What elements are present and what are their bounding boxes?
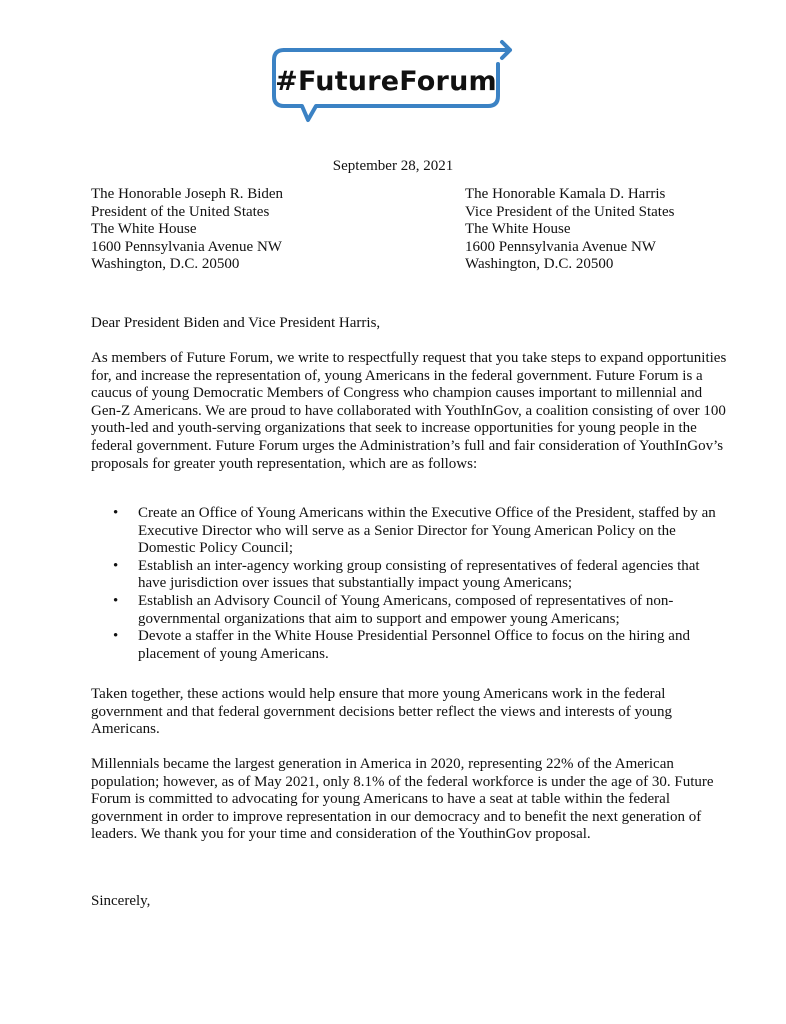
proposal-list: [91, 505, 731, 663]
bullet-icon: •: [113, 505, 119, 521]
list-item-text: Establish an Advisory Council of Young Americans, composed of representatives of non-governmental organizations that aim to support and empower young Americans;: [138, 592, 674, 627]
future-forum-logo: [270, 38, 530, 130]
address-line: Washington, D.C. 20500: [91, 256, 240, 273]
recipient-address-right: [465, 186, 674, 274]
address-line: The Honorable Joseph R. Biden: [91, 186, 284, 202]
list-item: [91, 593, 731, 628]
address-line: The Honorable Kamala D. Harris: [465, 186, 666, 202]
letter-date: September 28, 2021: [332, 158, 454, 174]
bullet-icon: •: [113, 628, 119, 645]
address-line: President of the United States: [91, 203, 270, 220]
list-item: [91, 558, 731, 593]
list-item: [91, 505, 731, 558]
list-item: [91, 628, 731, 663]
list-item-text: Devote a staffer in the White House Presidential Personnel Office to focus on the hiring and placement of young Americans.: [138, 628, 690, 662]
body-paragraph: Taken together, these actions would help ensure that more young Americans work in the federal government and that federal government decisions better reflect the views and interests of young Americans.: [91, 686, 673, 738]
address-line: Vice President of the United States: [465, 203, 675, 220]
bullet-icon: •: [113, 557, 119, 574]
list-item-text: Establish an inter-agency working group consisting of representatives of federal agencies that have jurisdiction over issues that substantially impact young Americans;: [138, 557, 700, 592]
address-line: 1600 Pennsylvania Avenue NW: [91, 238, 282, 255]
address-line: The White House: [465, 221, 571, 238]
recipient-address-left: [91, 186, 283, 274]
body-paragraph: Millennials became the largest generation in America in 2020, representing 22% of the American population; however, as of May 2021, only 8.1% of the federal workforce is under the age of 30. Future Forum is committed to advocating for young Americans to have a seat at table within the federal government in order to improve representation in our democracy and to benefit the next generation of leaders. We thank you for your time and consideration of the YouthinGov proposal.: [91, 756, 714, 843]
address-line: The White House: [91, 221, 197, 238]
closing: Sincerely,: [91, 893, 151, 909]
address-line: Washington, D.C. 20500: [465, 256, 614, 273]
salutation: Dear President Biden and Vice President Harris,: [91, 315, 381, 331]
logo-text: #FutureForum: [275, 66, 497, 97]
bullet-icon: •: [113, 592, 119, 609]
body-paragraph: As members of Future Forum, we write to respectfully request that you take steps to expand opportunities for, and increase the representation of, young Americans in the federal government. Future Forum is a caucus of young Democratic Members of Congress who champion causes important to millennial and Gen-Z Americans. We are proud to have collaborated with YouthInGov, a coalition consisting of over 100 youth-led and youth-serving organizations that seek to increase opportunities for young people in the federal government. Future Forum urges the Administration’s full and fair consideration of YouthInGov’s proposals for greater youth representation, which are as follows:: [91, 350, 727, 472]
list-item-text: Create an Office of Young Americans within the Executive Office of the President, staffed by an Executive Director who will serve as a Senior Director for Young American Policy on the Domestic Policy Council;: [138, 505, 716, 557]
address-line: 1600 Pennsylvania Avenue NW: [465, 238, 656, 255]
